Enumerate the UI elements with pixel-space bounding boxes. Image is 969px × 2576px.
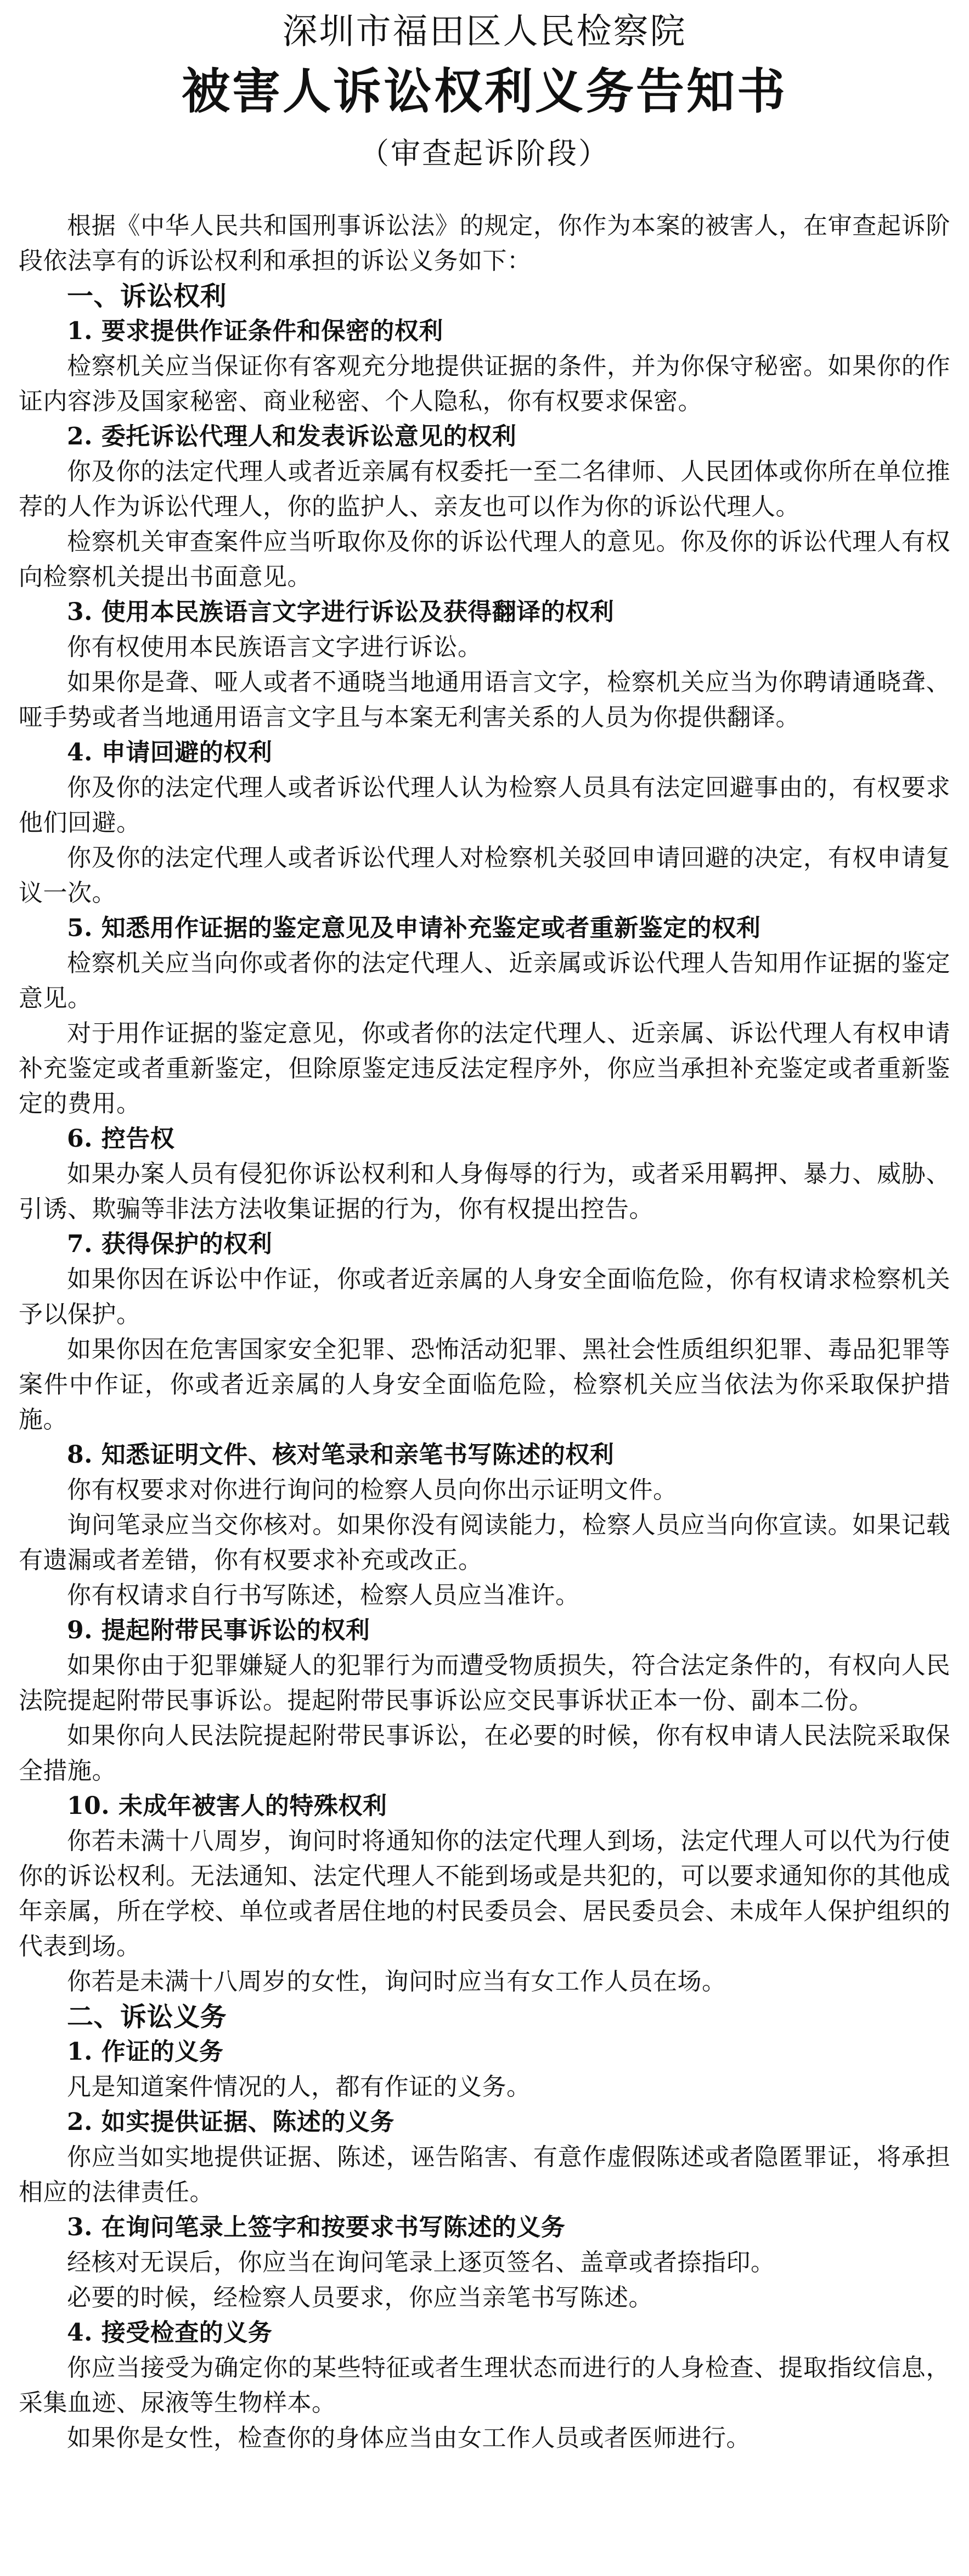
section-heading-rights: 一、诉讼权利 — [67, 281, 227, 312]
document-title: 被害人诉讼权利义务告知书 — [181, 63, 787, 120]
right-item-paragraph: 如果你因在危害国家安全犯罪、恐怖活动犯罪、黑社会性质组织犯罪、毒品犯罪等案件中作证，你或者近亲属的人身安全面临危险，检察机关应当依法为你采取保护措施。 — [19, 1335, 950, 1434]
document-stage: （审查起诉阶段） — [359, 136, 610, 171]
intro-paragraph: 根据《中华人民共和国刑事诉讼法》的规定，你作为本案的被害人，在审查起诉阶段依法享有的诉讼权利和承担的诉讼义务如下： — [19, 212, 950, 275]
right-item-title: 3. 使用本民族语言文字进行诉讼及获得翻译的权利 — [67, 598, 615, 626]
right-item-paragraph: 你有权请求自行书写陈述，检察人员应当准许。 — [67, 1581, 580, 1609]
right-item-paragraph: 你有权使用本民族语言文字进行诉讼。 — [67, 633, 482, 661]
right-item-title: 2. 委托诉讼代理人和发表诉讼意见的权利 — [67, 422, 517, 450]
duty-item-paragraph: 你应当如实地提供证据、陈述，诬告陷害、有意作虚假陈述或者隐匿罪证，将承担相应的法律责任。 — [19, 2143, 950, 2206]
duty-item-paragraph: 如果你是女性，检查你的身体应当由女工作人员或者医师进行。 — [67, 2424, 751, 2452]
procuratorate-name: 深圳市福田区人民检察院 — [282, 12, 687, 52]
duty-item-paragraph: 经核对无误后，你应当在询问笔录上逐页签名、盖章或者捺指印。 — [67, 2248, 775, 2276]
right-item-paragraph: 如果办案人员有侵犯你诉讼权利和人身侮辱的行为，或者采用羁押、暴力、威胁、引诱、欺骗等非法方法收集证据的行为，你有权提出控告。 — [19, 1160, 950, 1223]
right-item-paragraph: 你及你的法定代理人或者诉讼代理人认为检察人员具有法定回避事由的，有权要求他们回避。 — [19, 774, 950, 837]
right-item-paragraph: 如果你由于犯罪嫌疑人的犯罪行为而遭受物质损失，符合法定条件的，有权向人民法院提起附带民事诉讼。提起附带民事诉讼应交民事诉状正本一份、副本二份。 — [19, 1651, 950, 1715]
right-item-title: 1. 要求提供作证条件和保密的权利 — [67, 317, 443, 345]
right-item-paragraph: 你及你的法定代理人或者诉讼代理人对检察机关驳回申请回避的决定，有权申请复议一次。 — [19, 844, 950, 907]
right-item-paragraph: 询问笔录应当交你核对。如果你没有阅读能力，检察人员应当向你宣读。如果记载有遗漏或者差错，你有权要求补充或改正。 — [19, 1511, 950, 1574]
right-item-title: 6. 控告权 — [67, 1125, 175, 1153]
duty-item-paragraph: 必要的时候，经检察人员要求，你应当亲笔书写陈述。 — [67, 2284, 653, 2312]
right-item-paragraph: 对于用作证据的鉴定意见，你或者你的法定代理人、近亲属、诉讼代理人有权申请补充鉴定或者重新鉴定，但除原鉴定违反法定程序外，你应当承担补充鉴定或者重新鉴定的费用。 — [19, 1019, 950, 1118]
section-heading-duties: 二、诉讼义务 — [67, 2002, 227, 2032]
right-item-title: 4. 申请回避的权利 — [67, 739, 273, 766]
right-item-title: 7. 获得保护的权利 — [67, 1230, 273, 1258]
right-item-paragraph: 你及你的法定代理人或者近亲属有权委托一至二名律师、人民团体或你所在单位推荐的人作为诉讼代理人，你的监护人、亲友也可以作为你的诉讼代理人。 — [19, 458, 950, 521]
duty-item-title: 3. 在询问笔录上签字和按要求书写陈述的义务 — [67, 2213, 566, 2241]
document-body — [19, 208, 950, 2456]
duty-item-title: 1. 作证的义务 — [67, 2038, 224, 2066]
right-item-title: 9. 提起附带民事诉讼的权利 — [67, 1616, 370, 1644]
right-item-title: 10. 未成年被害人的特殊权利 — [67, 1792, 387, 1820]
right-item-paragraph: 检察机关审查案件应当听取你及你的诉讼代理人的意见。你及你的诉讼代理人有权向检察机关提出书面意见。 — [19, 528, 950, 591]
duty-item-title: 2. 如实提供证据、陈述的义务 — [67, 2108, 395, 2136]
right-item-paragraph: 检察机关应当保证你有客观充分地提供证据的条件，并为你保守秘密。如果你的作证内容涉及国家秘密、商业秘密、个人隐私，你有权要求保密。 — [19, 352, 950, 415]
right-item-paragraph: 如果你是聋、哑人或者不通晓当地通用语言文字，检察机关应当为你聘请通晓聋、哑手势或者当地通用语言文字且与本案无利害关系的人员为你提供翻译。 — [19, 668, 950, 731]
right-item-paragraph: 检察机关应当向你或者你的法定代理人、近亲属或诉讼代理人告知用作证据的鉴定意见。 — [19, 949, 950, 1012]
duty-item-title: 4. 接受检查的义务 — [67, 2319, 273, 2347]
duty-item-paragraph: 凡是知道案件情况的人，都有作证的义务。 — [67, 2073, 531, 2101]
document-header — [19, 8, 950, 180]
right-item-title: 8. 知悉证明文件、核对笔录和亲笔书写陈述的权利 — [67, 1441, 615, 1469]
right-item-paragraph: 你若是未满十八周岁的女性，询问时应当有女工作人员在场。 — [67, 1968, 726, 1996]
right-item-paragraph: 你若未满十八周岁，询问时将通知你的法定代理人到场，法定代理人可以代为行使你的诉讼权利。无法通知、法定代理人不能到场或是共犯的，可以要求通知你的其他成年亲属，所在学校、单位或者居住地的村民委员会、居民委员会、未成年人保护组织的代表到场。 — [19, 1827, 950, 1960]
right-item-paragraph: 如果你向人民法院提起附带民事诉讼，在必要的时候，你有权申请人民法院采取保全措施。 — [19, 1722, 950, 1785]
duty-item-paragraph: 你应当接受为确定你的某些特征或者生理状态而进行的人身检查、提取指纹信息，采集血迹、尿液等生物样本。 — [19, 2354, 950, 2417]
right-item-paragraph: 如果你因在诉讼中作证，你或者近亲属的人身安全面临危险，你有权请求检察机关予以保护。 — [19, 1265, 950, 1328]
right-item-title: 5. 知悉用作证据的鉴定意见及申请补充鉴定或者重新鉴定的权利 — [67, 914, 761, 942]
right-item-paragraph: 你有权要求对你进行询问的检察人员向你出示证明文件。 — [67, 1476, 678, 1504]
